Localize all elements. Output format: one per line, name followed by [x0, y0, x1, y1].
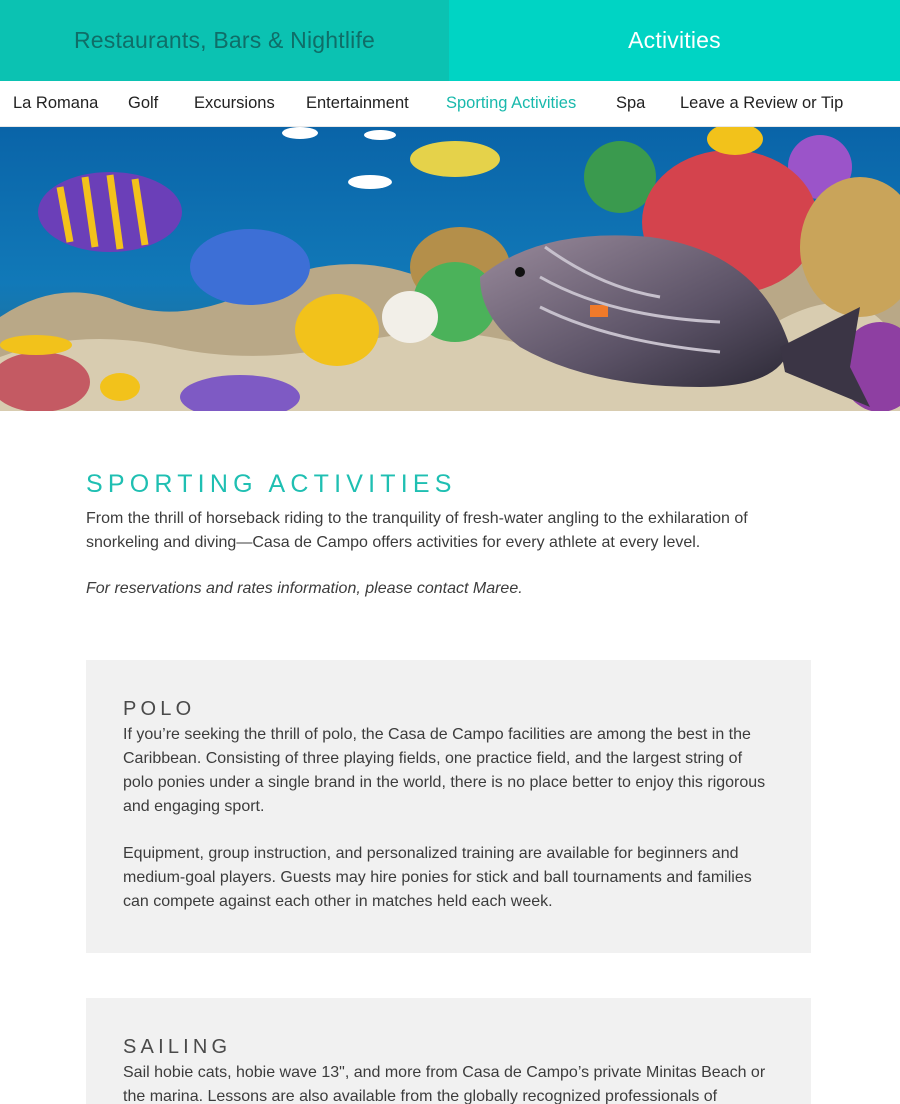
sporting-activities-section: [86, 470, 811, 601]
polo-card: [86, 660, 811, 953]
sailing-paragraph: Sail hobie cats, hobie wave 13", and more from Casa de Campo’s private Minitas Beach or the marina. Lessons are also available from the globally recognized professionals of: [123, 1064, 766, 1104]
sailing-card: [86, 998, 811, 1104]
sailing-title: SAILING: [123, 1036, 232, 1058]
subnav-item-excursions[interactable]: Excursions: [194, 94, 275, 112]
top-tabs: [0, 0, 900, 81]
subnav-item-la-romana[interactable]: La Romana: [13, 94, 99, 112]
tab-restaurants-bars-nightlife[interactable]: Restaurants, Bars & Nightlife: [0, 0, 449, 81]
subnav-item-leave-review[interactable]: Leave a Review or Tip: [680, 94, 844, 112]
subnav-item-spa[interactable]: Spa: [616, 94, 646, 112]
coral-reef-image: [0, 127, 900, 411]
tab-activities[interactable]: Activities: [449, 0, 900, 81]
subnav-item-golf[interactable]: Golf: [128, 94, 159, 112]
section-intro: From the thrill of horseback riding to the tranquility of fresh-water angling to the exhilaration of snorkeling and diving—Casa de Campo offers activities for every athlete at every level.: [86, 510, 748, 551]
polo-paragraph: If you’re seeking the thrill of polo, the Casa de Campo facilities are among the best in the Caribbean. Consisting of three playing fields, one practice field, and the largest string of polo ponies under a single brand in the world, there is no place better to enjoy this rigorous and engaging sport.: [123, 726, 766, 815]
polo-title: POLO: [123, 698, 196, 720]
sub-navigation: [0, 81, 900, 127]
section-title: SPORTING ACTIVITIES: [86, 470, 457, 498]
polo-paragraph: Equipment, group instruction, and personalized training are available for beginners and medium-goal players. Guests may hire ponies for stick and ball tournaments and families can compete against each other in matches held each week.: [123, 845, 752, 910]
subnav-item-entertainment[interactable]: Entertainment: [306, 94, 409, 112]
reservation-note: For reservations and rates information, please contact Maree.: [86, 580, 523, 597]
subnav-item-sporting-activities[interactable]: Sporting Activities: [446, 94, 577, 112]
